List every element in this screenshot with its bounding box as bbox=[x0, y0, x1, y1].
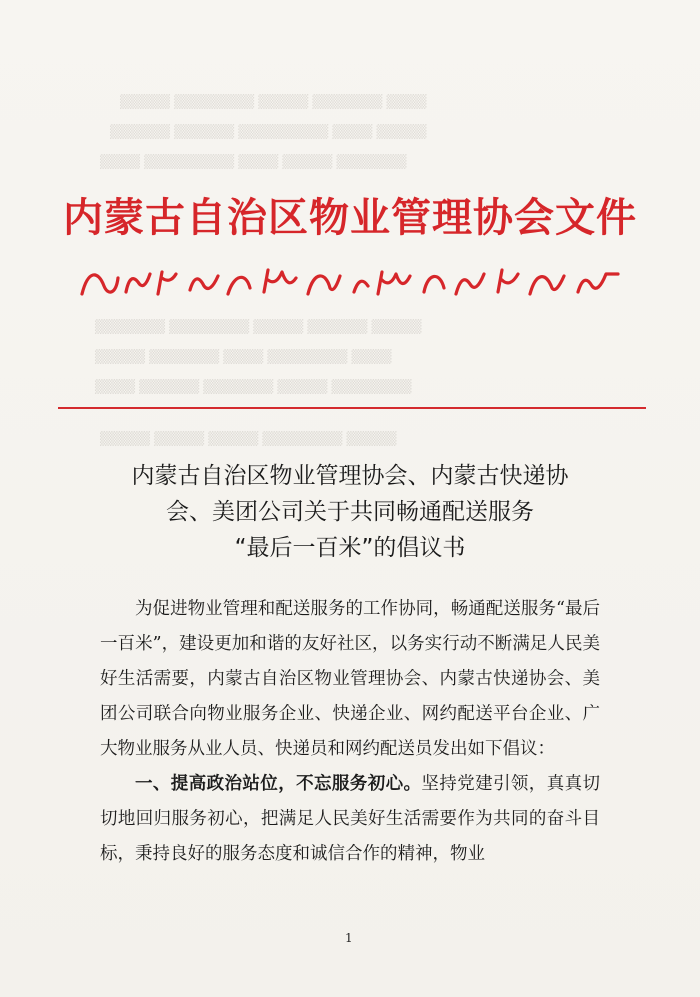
letterhead-title: 内蒙古自治区物业管理协会文件 bbox=[63, 194, 637, 241]
bleed-through-texture: ▒▒▒▒ ▒▒▒▒▒▒▒ ▒▒▒▒▒ ▒▒▒▒▒▒▒▒ ▒▒▒▒▒ bbox=[120, 95, 427, 110]
bleed-through-texture: ▒▒▒▒ ▒▒▒▒▒▒▒▒ ▒▒▒▒ ▒▒▒▒▒▒▒ ▒▒▒▒▒ bbox=[95, 350, 392, 365]
body-paragraph: 为促进物业管理和配送服务的工作协同，畅通配送服务“最后一百米”，建设更加和谐的友好社区，以务实行动不断满足人民美好生活需要，内蒙古自治区物业管理协会、内蒙古快递协会、美团公司联合向物业服务企业、快递企业、网约配送平台企业、广大物业服务从业人员、快递员和网约配送员发出如下倡议： bbox=[100, 599, 600, 759]
section-heading: 一、提高政治站位，不忘服务初心。 bbox=[135, 774, 422, 794]
document-title-line: “最后一百米”的倡议书 bbox=[234, 535, 466, 561]
bleed-through-texture: ▒▒▒▒▒ ▒▒▒▒▒▒ ▒▒▒▒▒ ▒▒▒▒▒▒▒▒ ▒▒▒▒▒▒▒ bbox=[95, 320, 422, 335]
document-title-line: 会、美团公司关于共同畅通配送服务 bbox=[166, 499, 534, 525]
bleed-through-texture: ▒▒▒▒▒ ▒▒▒▒ ▒▒▒▒▒▒▒▒▒ ▒▒▒▒▒▒ ▒▒▒▒▒▒ bbox=[110, 125, 427, 140]
mongolian-letterhead bbox=[78, 264, 623, 300]
bleed-through-texture: ▒▒▒▒▒ ▒▒▒▒▒▒▒▒ ▒▒▒▒▒ ▒▒▒▒▒ ▒▒▒▒▒ bbox=[100, 432, 397, 447]
page-number: 1 bbox=[345, 931, 353, 945]
document-body bbox=[100, 592, 600, 872]
section-text: 坚持党建引领，真真切切地回归服务初心，把满足人民美好生活需要作为共同的奋斗目标，秉持良好的服务态度和诚信合作的精神，物业 bbox=[100, 774, 601, 864]
bleed-through-texture: ▒▒▒▒▒▒▒ ▒▒▒▒▒ ▒▒▒▒ ▒▒▒▒▒▒▒▒▒ ▒▒▒▒ bbox=[100, 155, 407, 170]
bleed-through-texture: ▒▒▒▒▒▒▒▒ ▒▒▒▒▒ ▒▒▒▒▒▒▒ ▒▒▒▒▒▒ ▒▒▒▒ bbox=[95, 380, 412, 395]
letterhead-divider bbox=[58, 407, 646, 409]
body-paragraph bbox=[100, 767, 600, 872]
document-title-line: 内蒙古自治区物业管理协会、内蒙古快递协 bbox=[131, 463, 569, 489]
document-title bbox=[0, 458, 700, 566]
